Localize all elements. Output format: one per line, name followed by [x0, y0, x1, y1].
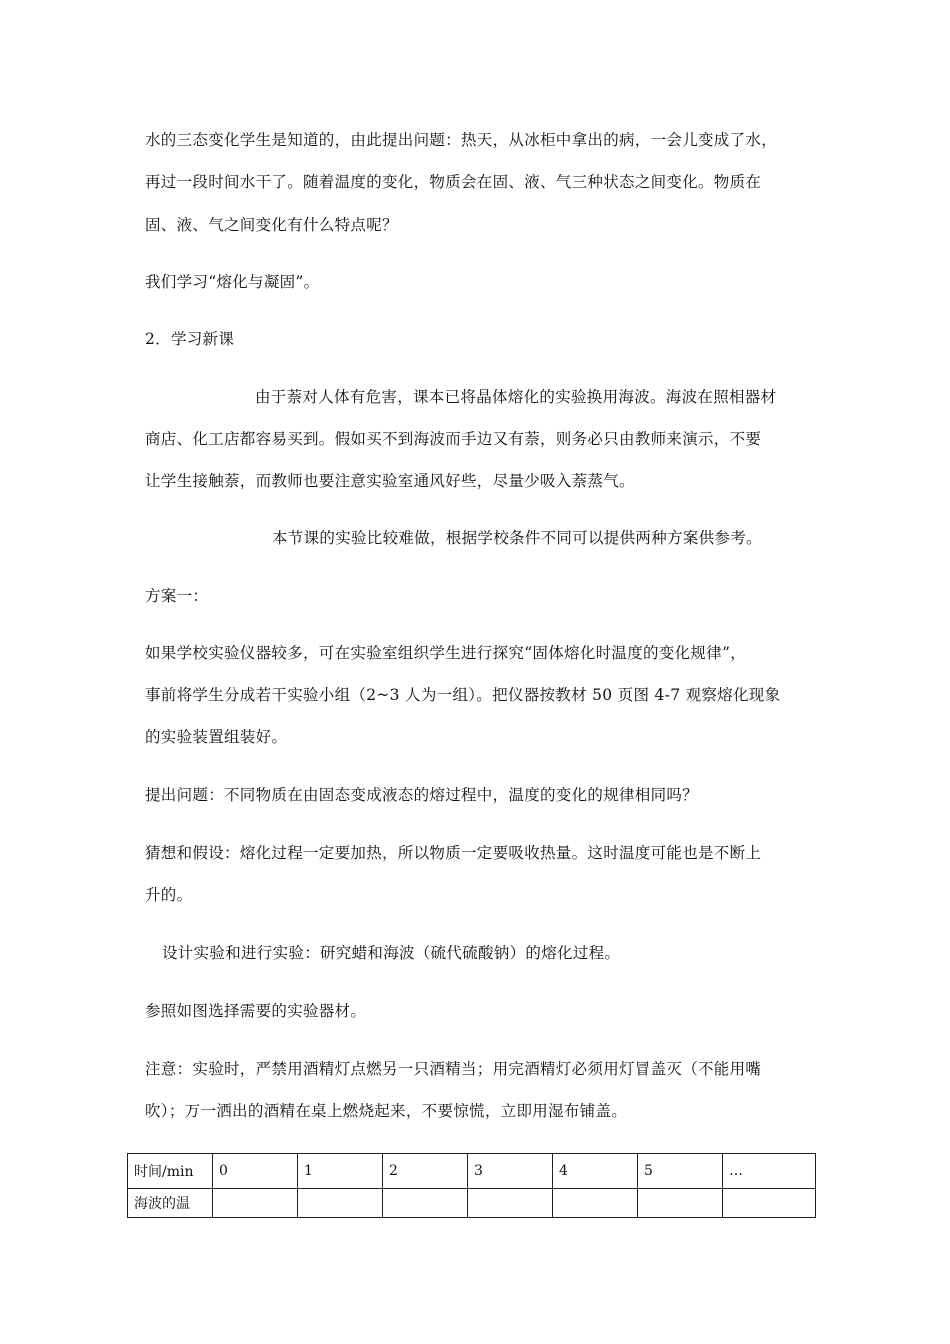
table-cell	[213, 1189, 298, 1218]
table-cell: 海波的温	[128, 1189, 213, 1218]
table-cell: 时间/min	[128, 1154, 213, 1189]
table-cell: 3	[468, 1154, 553, 1189]
table-row	[128, 1189, 816, 1218]
paragraph-line: 水的三态变化学生是知道的，由此提出问题：热天，从冰柜中拿出的病，一会儿变成了水，	[145, 131, 778, 149]
table-cell	[553, 1189, 638, 1218]
section-heading: 2．学习新课	[145, 330, 235, 348]
table-cell	[723, 1189, 816, 1218]
table-cell: …	[723, 1154, 816, 1189]
paragraph-line: 的实验装置组装好。	[145, 728, 288, 746]
paragraph-line: 事前将学生分成若干实验小组（2~3 人为一组）。把仪器按教材 50 页图 4-7 观察熔化现象	[145, 686, 781, 704]
table-cell: 4	[553, 1154, 638, 1189]
paragraph-line: 参照如图选择需要的实验器材。	[145, 1002, 367, 1020]
table-cell: 5	[638, 1154, 723, 1189]
table-cell: 2	[383, 1154, 468, 1189]
paragraph-line: 让学生接触萘，而教师也要注意实验室通风好些，尽量少吸入萘蒸气。	[145, 472, 635, 490]
table-cell	[468, 1189, 553, 1218]
paragraph-line: 吹）；万一洒出的酒精在桌上燃烧起来，不要惊慌，立即用湿布铺盖。	[145, 1102, 628, 1120]
table-cell	[383, 1189, 468, 1218]
paragraph-line: 方案一：	[145, 587, 209, 605]
paragraph-line: 注意：实验时，严禁用酒精灯点燃另一只酒精当；用完酒精灯必须用灯冒盖灭（不能用嘴	[145, 1060, 762, 1078]
paragraph-line: 我们学习“熔化与凝固”。	[145, 273, 320, 291]
table-cell: 1	[298, 1154, 383, 1189]
table-row	[128, 1154, 816, 1189]
paragraph-line: 再过一段时间水干了。随着温度的变化，物质会在固、液、气三种状态之间变化。物质在	[145, 173, 762, 191]
table-cell	[298, 1189, 383, 1218]
paragraph-line: 本节课的实验比较难做，根据学校条件不同可以提供两种方案供参考。	[272, 529, 762, 547]
paragraph-line: 由于萘对人体有危害，课本已将晶体熔化的实验换用海波。海波在照相器材	[255, 388, 777, 406]
paragraph-line: 如果学校实验仪器较多，可在实验室组织学生进行探究“固体熔化时温度的变化规律”，	[145, 644, 747, 662]
paragraph-line: 提出问题：不同物质在由固态变成液态的熔过程中，温度的变化的规律相同吗？	[145, 786, 699, 804]
paragraph-line: 商店、化工店都容易买到。假如买不到海波而手边又有萘，则务必只由教师来演示，不要	[145, 430, 762, 448]
table-cell: 0	[213, 1154, 298, 1189]
paragraph-line: 猜想和假设：熔化过程一定要加热，所以物质一定要吸收热量。这时温度可能也是不断上	[145, 844, 762, 862]
paragraph-line: 固、液、气之间变化有什么特点呢？	[145, 216, 398, 234]
data-table	[127, 1153, 816, 1218]
table-cell	[638, 1189, 723, 1218]
paragraph-line: 升的。	[145, 886, 193, 904]
paragraph-line: 设计实验和进行实验：研究蜡和海波（硫代硫酸钠）的熔化过程。	[162, 944, 621, 962]
